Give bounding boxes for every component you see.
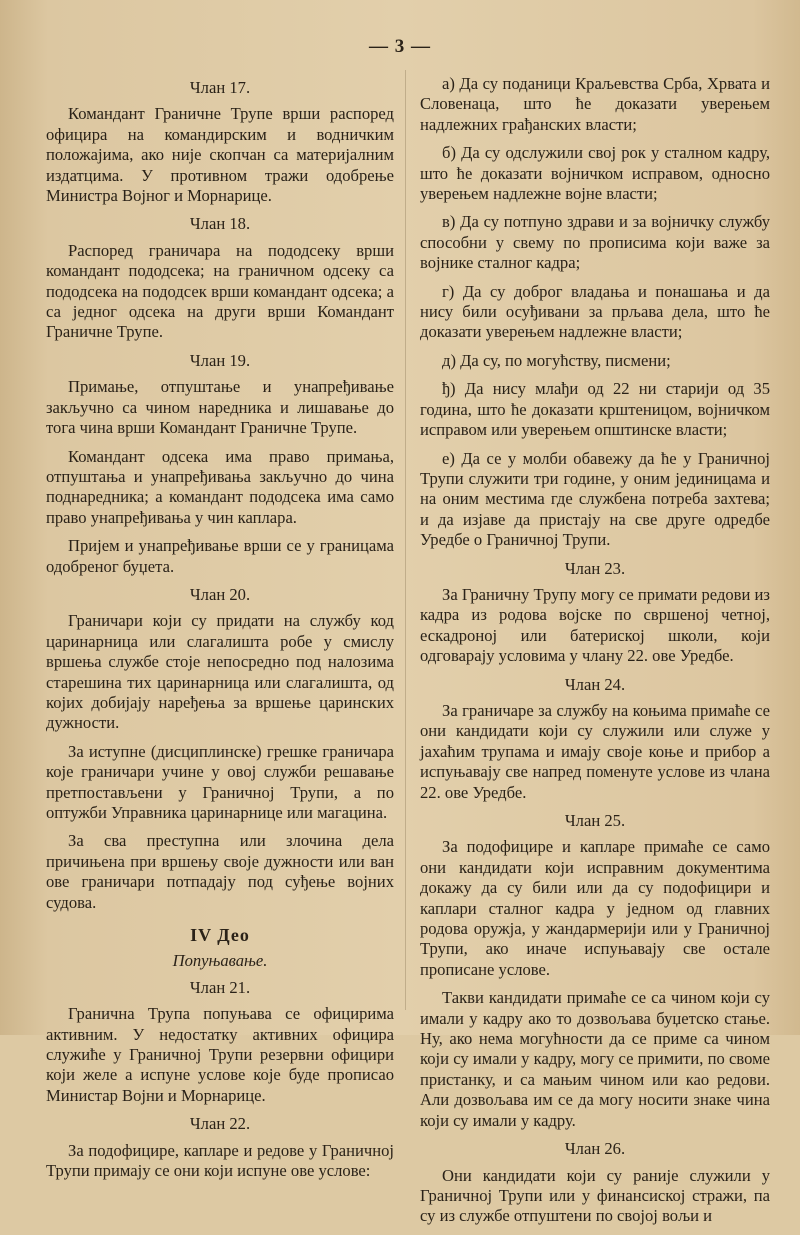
article-heading: Члан 26. — [564, 1139, 626, 1159]
article-heading: Члан 22. — [189, 1114, 251, 1134]
paragraph: в) Да су потпуно здрави и за војничку службу способни у свему по прописима који важе за војнике сталног кадра; — [420, 212, 770, 273]
page-number: — 3 — — [369, 36, 431, 57]
article-heading: Члан 24. — [564, 674, 626, 694]
paragraph: За подофицире, капларе и редове у Граничној Трупи примају се они који испуне ове услове: — [46, 1140, 394, 1181]
column-divider — [405, 70, 406, 1010]
article-heading: Члан 20. — [189, 584, 251, 604]
right-column — [420, 74, 770, 1235]
paragraph: За подофицире и капларе примаће се само они кандидати који исправним документима докажу да су били или да су подофицири и каплари сталног кадра у једном од главних родова оружја, у жандармерији или у Граничној Трупи, ако иначе испуњавају све остале прописане услове. — [420, 837, 770, 979]
paragraph: Пријем и унапређивање врши се у границама одобреног буџета. — [46, 536, 394, 576]
paragraph: За иступне (дисциплинске) грешке граничара које граничари учине у овој служби решавање претпостављени у Граничној Трупи, а по оптужби Управника царинарнице или магацина. — [46, 741, 394, 822]
paragraph: Распоред граничара на пододсеку врши командант пододсека; на граничном одсеку са пододсека на пододсек врши командант одсека; а са једног одсека на други врши Командант Граничне Трупе. — [46, 240, 394, 342]
paragraph: Командант Граничне Трупе врши распоред официра на командирским и водничким положајима, ако није скопчан са материјалним издатцима. У противном тражи одобрење Министра Војног и Морнарице. — [46, 104, 394, 206]
paragraph: За Граничну Трупу могу се примати редови из кадра из родова војске по свршеној четној, ескадроној или батериској школи, који одговарају условима у члану 22. ове Уредбе. — [420, 584, 770, 666]
paragraph: Примање, отпуштање и унапређивање закључно са чином наредника и лишавање до тога чина врши Командант Граничне Трупе. — [46, 377, 394, 438]
article-heading: Члан 23. — [564, 558, 626, 578]
paragraph: Командант одсека има право примања, отпуштања и унапређивања закључно до чина поднаредника; а командант пододсека има само право унапређивања у чин каплара. — [46, 446, 394, 527]
left-column — [46, 74, 394, 1190]
article-heading: Члан 18. — [189, 214, 251, 234]
article-heading: Члан 25. — [564, 811, 626, 830]
paragraph: Граничари који су придати на службу код царинарница или слагалишта робе у смислу вршења службе стоје непосредно под налозима старешина тих царинарница или слагалишта, од којих добијају наређења за вршење царинских дужности. — [46, 611, 394, 733]
paragraph: За сва преступна или злочина дела причињена при вршењу своје дужности или ван ове граничари потпадају под суђење војних судова. — [46, 831, 394, 912]
paragraph: Такви кандидати примаће се са чином који су имали у кадру ако то дозвољава буџетско стање. Ну, ако нема могућности да се приме са чином који су имали у кадру, могу се примити, по своме пристанку, и са мањим чином или као редови. Али дозвољава им се да могу носити знаке чина који су имали у кадру. — [420, 988, 770, 1130]
paragraph: д) Да су, по могућству, писмени; — [442, 350, 671, 370]
paragraph: Гранична Трупа попуњава се официрима активним. У недостатку активних официра служиће у Граничној Трупи резервни официри који желе а испуне услове које буде прописао Министар Војни и Морнарице. — [46, 1004, 394, 1105]
article-heading: Члан 21. — [189, 977, 251, 997]
section-subtitle: Попуњавање. — [172, 951, 268, 971]
paragraph: а) Да су поданици Краљевства Срба, Хрвата и Словенаца, што ће доказати уверењем надлежних грађанских власти; — [420, 74, 770, 134]
paragraph: е) Да се у молби обавежу да ће у Граничној Трупи служити три године, у оним јединицама и на оним местима где службена потреба захтева; и да изјаве да пристају на све друге одредбе Уредбе о Граничној Трупи. — [420, 448, 770, 550]
article-heading: Члан 17. — [189, 78, 251, 97]
paragraph: б) Да су одслужили свој рок у сталном кадру, што ће доказати војничком исправом, односно уверењем надлежне војне власти; — [420, 143, 770, 204]
paragraph: За граничаре за службу на коњима примаће се они кандидати који су служили или служе у јахаћим трупама и имају своје коње и прибор а испуњавају све напред поменуте услове из члана 22. ове Уредбе. — [420, 700, 770, 802]
paragraph: г) Да су доброг владања и понашања и да нису били осуђивани за прљава дела, што ће доказати уверењем надлежне власти; — [420, 281, 770, 342]
article-heading: Члан 19. — [189, 350, 251, 370]
paragraph: ђ) Да нису млађи од 22 ни старији од 35 година, што ће доказати крштеницом, војничком исправом или уверењем општинске власти; — [420, 379, 770, 440]
paragraph: Они кандидати који су раније служили у Граничној Трупи или у финансиској стражи, па су из службе отпуштени по својој вољи и — [420, 1165, 770, 1226]
part-heading: IV Део — [190, 925, 250, 946]
